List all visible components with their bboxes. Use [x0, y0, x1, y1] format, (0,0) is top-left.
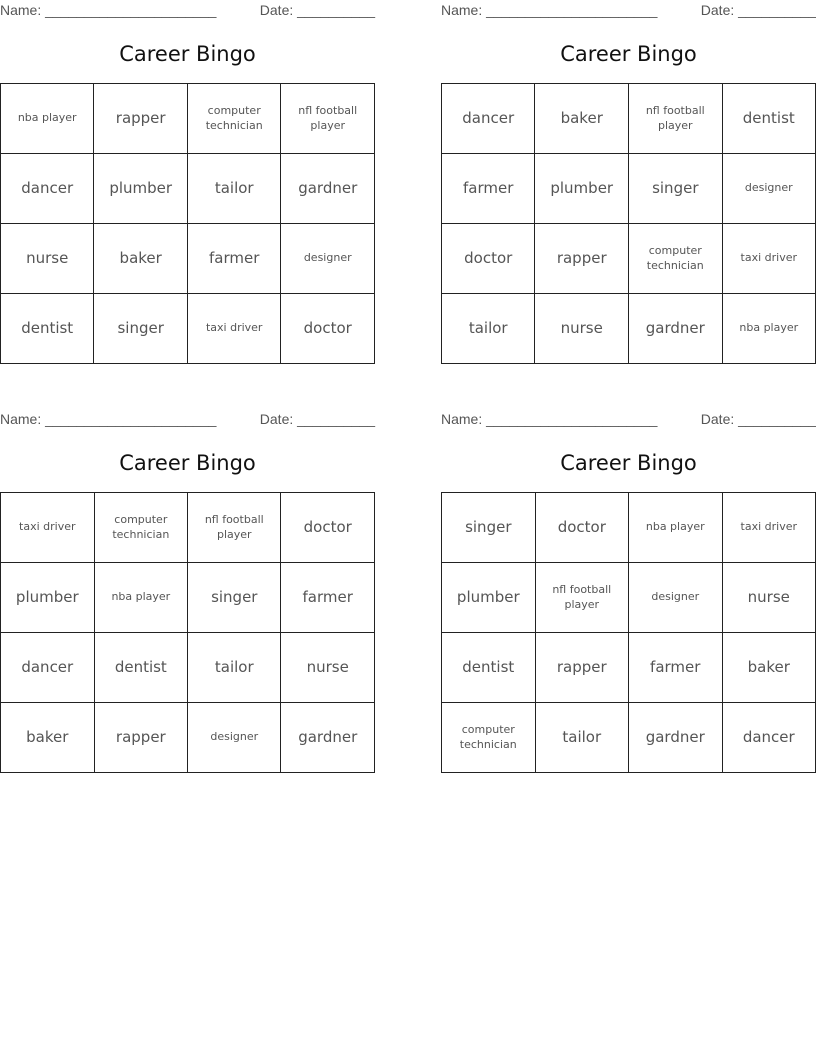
- bingo-row: [1, 703, 375, 773]
- bingo-cell[interactable]: [1, 493, 95, 563]
- bingo-cell[interactable]: [94, 493, 188, 563]
- card-title: Career Bingo: [560, 451, 697, 475]
- bingo-cell-label: tailor: [562, 728, 602, 747]
- bingo-cell-label: rapper: [115, 109, 166, 128]
- bingo-cell-label: nba player: [111, 590, 171, 604]
- bingo-cell-label: nba player: [17, 111, 77, 125]
- bingo-cell-label: gardner: [298, 728, 358, 747]
- bingo-cell-label: rapper: [556, 249, 607, 268]
- bingo-cell-label: plumber: [456, 588, 520, 607]
- bingo-cell-label: farmer: [463, 179, 514, 198]
- name-field[interactable]: Name: ______________________: [0, 2, 217, 18]
- bingo-grid: [0, 492, 375, 773]
- bingo-cell-label: nurse: [560, 319, 603, 338]
- name-field[interactable]: Name: ______________________: [441, 2, 658, 18]
- bingo-cell[interactable]: [442, 294, 535, 364]
- bingo-grid: [0, 83, 375, 364]
- bingo-cell-label: plumber: [109, 179, 173, 198]
- bingo-cell-label: gardner: [298, 179, 358, 198]
- bingo-cell[interactable]: [94, 633, 188, 703]
- bingo-cell-label: dentist: [21, 319, 74, 338]
- bingo-cell[interactable]: [94, 563, 188, 633]
- bingo-cell[interactable]: [442, 493, 536, 563]
- bingo-cell[interactable]: [722, 633, 815, 703]
- bingo-cell[interactable]: [94, 154, 188, 224]
- bingo-row: [442, 633, 816, 703]
- bingo-cell[interactable]: [188, 633, 281, 703]
- bingo-cell[interactable]: [722, 154, 815, 224]
- bingo-row: [1, 294, 375, 364]
- bingo-cell[interactable]: [187, 294, 280, 364]
- bingo-cell[interactable]: [1, 294, 94, 364]
- bingo-cell[interactable]: [1, 154, 94, 224]
- bingo-row: [442, 294, 816, 364]
- bingo-cell-label: computer technician: [112, 512, 170, 541]
- date-field[interactable]: Date: __________: [700, 2, 816, 18]
- bingo-cell[interactable]: [722, 563, 815, 633]
- bingo-cell[interactable]: [535, 154, 629, 224]
- bingo-cell[interactable]: [629, 84, 723, 154]
- bingo-cell-label: taxi driver: [740, 251, 798, 265]
- bingo-cell-label: designer: [744, 181, 793, 195]
- date-field[interactable]: Date: __________: [259, 411, 375, 427]
- bingo-row: [442, 703, 816, 773]
- bingo-cell[interactable]: [188, 563, 281, 633]
- bingo-cell[interactable]: [629, 224, 723, 294]
- card-title: Career Bingo: [119, 42, 256, 66]
- bingo-cell-label: nurse: [26, 249, 69, 268]
- bingo-cell-label: nurse: [306, 658, 349, 677]
- bingo-cell[interactable]: [1, 224, 94, 294]
- bingo-cell-label: doctor: [464, 249, 513, 268]
- bingo-cell[interactable]: [535, 703, 628, 773]
- bingo-cell-label: farmer: [209, 249, 260, 268]
- bingo-cell-label: dancer: [21, 179, 74, 198]
- bingo-cell[interactable]: [442, 224, 535, 294]
- bingo-cell-label: computer technician: [205, 103, 263, 132]
- bingo-cell[interactable]: [188, 493, 281, 563]
- bingo-cell-label: plumber: [550, 179, 614, 198]
- bingo-cell-label: nfl football player: [645, 103, 705, 132]
- bingo-cell[interactable]: [722, 294, 815, 364]
- bingo-cell-label: tailor: [214, 179, 254, 198]
- bingo-row: [442, 84, 816, 154]
- bingo-cell-label: computer technician: [459, 722, 517, 751]
- bingo-cell-label: rapper: [556, 658, 607, 677]
- bingo-cell-label: designer: [303, 251, 352, 265]
- bingo-cell-label: nfl football player: [552, 582, 612, 611]
- bingo-cell[interactable]: [187, 224, 280, 294]
- bingo-cell-label: nba player: [645, 520, 705, 534]
- bingo-cell[interactable]: [281, 633, 375, 703]
- bingo-cell[interactable]: [1, 703, 95, 773]
- bingo-cell[interactable]: [94, 294, 188, 364]
- card-header: [441, 0, 816, 22]
- card-header: [0, 0, 375, 22]
- bingo-cell-label: farmer: [650, 658, 701, 677]
- bingo-cell[interactable]: [94, 84, 188, 154]
- name-field[interactable]: Name: ______________________: [441, 411, 658, 427]
- bingo-cell[interactable]: [722, 703, 815, 773]
- bingo-cell-label: taxi driver: [19, 520, 76, 534]
- bingo-cell[interactable]: [281, 493, 375, 563]
- bingo-row: [442, 154, 816, 224]
- bingo-cell-label: computer technician: [646, 243, 704, 272]
- bingo-cell-label: singer: [211, 588, 258, 607]
- bingo-cell-label: taxi driver: [205, 321, 263, 335]
- bingo-cell-label: doctor: [303, 518, 352, 537]
- bingo-cell-label: designer: [210, 730, 259, 744]
- bingo-cell[interactable]: [1, 633, 95, 703]
- bingo-cell[interactable]: [187, 154, 280, 224]
- bingo-row: [442, 563, 816, 633]
- bingo-cell-label: dancer: [742, 728, 795, 747]
- bingo-row: [1, 633, 375, 703]
- card-title: Career Bingo: [560, 42, 697, 66]
- bingo-card: [0, 409, 375, 747]
- bingo-row: [1, 493, 375, 563]
- bingo-cell-label: singer: [652, 179, 699, 198]
- bingo-cell[interactable]: [628, 563, 722, 633]
- bingo-row: [1, 224, 375, 294]
- bingo-cell[interactable]: [442, 154, 535, 224]
- bingo-cell[interactable]: [722, 493, 815, 563]
- bingo-cell[interactable]: [281, 703, 375, 773]
- bingo-cell[interactable]: [442, 84, 535, 154]
- card-header: [0, 409, 375, 431]
- bingo-cell-label: dentist: [114, 658, 167, 677]
- bingo-cell-label: singer: [117, 319, 164, 338]
- bingo-cell[interactable]: [281, 294, 375, 364]
- bingo-row: [1, 563, 375, 633]
- card-header: [441, 409, 816, 431]
- bingo-cell-label: baker: [747, 658, 790, 677]
- bingo-cell-label: plumber: [15, 588, 79, 607]
- bingo-cell[interactable]: [629, 154, 723, 224]
- bingo-cell-label: designer: [651, 590, 700, 604]
- bingo-cell[interactable]: [535, 294, 629, 364]
- bingo-grid: [441, 83, 816, 364]
- bingo-cell[interactable]: [722, 84, 815, 154]
- bingo-cell-label: dancer: [462, 109, 515, 128]
- bingo-cell[interactable]: [281, 154, 375, 224]
- bingo-cell[interactable]: [628, 493, 722, 563]
- bingo-cell-label: baker: [560, 109, 603, 128]
- bingo-cell[interactable]: [628, 633, 722, 703]
- bingo-cell[interactable]: [281, 84, 375, 154]
- bingo-cell-label: singer: [465, 518, 512, 537]
- bingo-cell[interactable]: [535, 563, 628, 633]
- bingo-cell[interactable]: [188, 703, 281, 773]
- bingo-card: [0, 0, 375, 338]
- bingo-row: [1, 154, 375, 224]
- bingo-cell-label: nfl football player: [298, 103, 358, 132]
- bingo-cell[interactable]: [187, 84, 280, 154]
- bingo-cell-label: farmer: [302, 588, 353, 607]
- bingo-cell[interactable]: [628, 703, 722, 773]
- bingo-cell[interactable]: [629, 294, 723, 364]
- bingo-cell-label: tailor: [468, 319, 508, 338]
- bingo-row: [442, 224, 816, 294]
- bingo-cell-label: taxi driver: [740, 520, 797, 534]
- bingo-cell-label: tailor: [214, 658, 254, 677]
- bingo-cell[interactable]: [535, 633, 628, 703]
- bingo-cell-label: nba player: [739, 321, 799, 335]
- bingo-cell[interactable]: [535, 493, 628, 563]
- date-field[interactable]: Date: __________: [259, 2, 375, 18]
- name-field[interactable]: Name: ______________________: [0, 411, 217, 427]
- bingo-cell-label: baker: [26, 728, 69, 747]
- bingo-cell[interactable]: [1, 84, 94, 154]
- bingo-cell[interactable]: [442, 703, 536, 773]
- card-title: Career Bingo: [119, 451, 256, 475]
- bingo-cell[interactable]: [535, 224, 629, 294]
- bingo-cell-label: dentist: [462, 658, 515, 677]
- bingo-cell[interactable]: [94, 703, 188, 773]
- bingo-cell[interactable]: [281, 224, 375, 294]
- bingo-cell-label: baker: [119, 249, 162, 268]
- bingo-cell[interactable]: [442, 563, 536, 633]
- bingo-cell-label: gardner: [645, 319, 705, 338]
- bingo-cell-label: doctor: [303, 319, 352, 338]
- date-field[interactable]: Date: __________: [700, 411, 816, 427]
- bingo-cell[interactable]: [1, 563, 95, 633]
- bingo-cell-label: doctor: [557, 518, 606, 537]
- bingo-row: [1, 84, 375, 154]
- bingo-cell-label: dentist: [742, 109, 795, 128]
- bingo-cell-label: nurse: [747, 588, 790, 607]
- bingo-cell[interactable]: [281, 563, 375, 633]
- bingo-cell-label: rapper: [115, 728, 166, 747]
- bingo-cell-label: dancer: [21, 658, 74, 677]
- bingo-card: [441, 409, 816, 751]
- bingo-card: [441, 0, 816, 338]
- bingo-cell-label: nfl football player: [204, 512, 264, 541]
- bingo-cell-label: gardner: [645, 728, 705, 747]
- bingo-cell[interactable]: [442, 633, 536, 703]
- bingo-cell[interactable]: [535, 84, 629, 154]
- bingo-grid: [441, 492, 816, 773]
- bingo-row: [442, 493, 816, 563]
- bingo-cell[interactable]: [94, 224, 188, 294]
- bingo-cell[interactable]: [722, 224, 815, 294]
